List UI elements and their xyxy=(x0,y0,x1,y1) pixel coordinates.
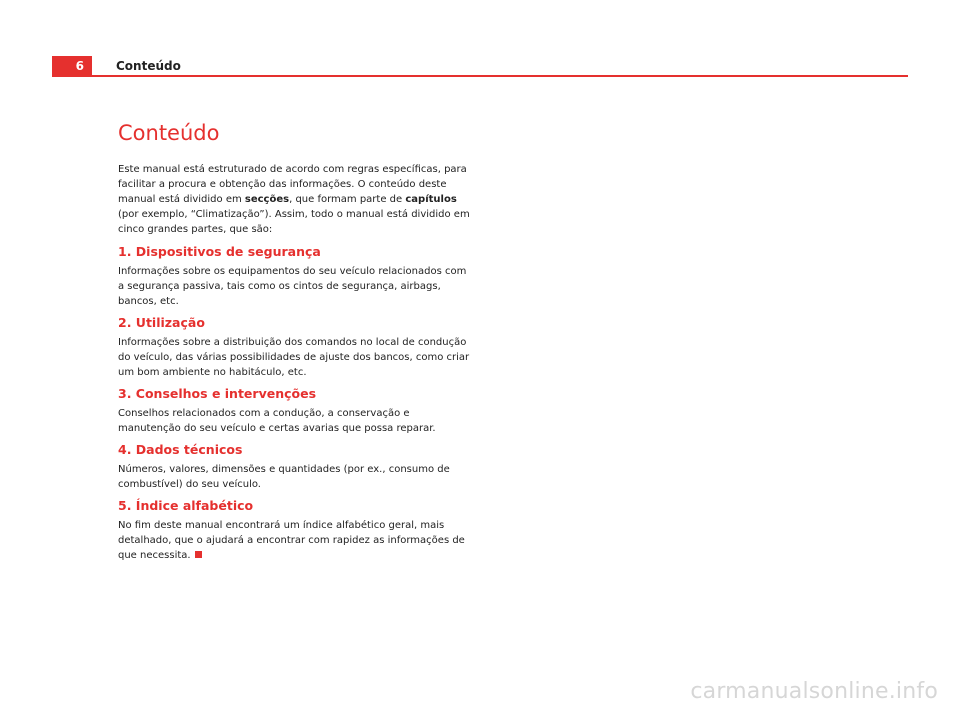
page-header xyxy=(52,56,908,78)
intro-bold-secoes: secções xyxy=(244,194,290,205)
section-dispositivos-seguranca xyxy=(118,243,474,309)
header-title: Conteúdo xyxy=(116,59,181,73)
intro-bold-capitulos: capítulos xyxy=(405,194,457,205)
section-conselhos-intervencoes xyxy=(118,385,474,436)
intro-paragraph xyxy=(118,162,474,237)
section-heading: 5. Índice alfabético xyxy=(118,498,254,513)
watermark-text: carmanualsonline.info xyxy=(690,679,938,704)
page-number: 6 xyxy=(75,59,84,73)
section-indice-alfabetico xyxy=(118,497,474,563)
end-of-section-square-icon xyxy=(195,551,202,558)
main-content xyxy=(118,118,474,568)
section-heading: 1. Dispositivos de segurança xyxy=(118,244,321,259)
section-text: Números, valores, dimensões e quantidades (por ex., consumo de combustível) do seu veículo. xyxy=(118,464,450,490)
section-heading: 4. Dados técnicos xyxy=(118,442,243,457)
page-number-badge xyxy=(52,56,92,77)
section-text: Informações sobre a distribuição dos comandos no local de condução do veículo, das várias possibilidades de ajuste dos bancos, como criar um bom ambiente no habitáculo, etc. xyxy=(118,337,470,378)
section-dados-tecnicos xyxy=(118,441,474,492)
header-divider xyxy=(92,75,908,77)
intro-text-3: (por exemplo, “Climatização”). Assim, todo o manual está dividido em cinco grandes partes, que são: xyxy=(118,209,470,235)
intro-text-1: Este manual está estruturado de acordo com regras específicas, para facilitar a procura e obtenção das informações. O conteúdo deste manual está dividido em xyxy=(118,164,467,205)
page-title: Conteúdo xyxy=(118,121,220,145)
section-heading: 3. Conselhos e intervenções xyxy=(118,386,317,401)
section-heading: 2. Utilização xyxy=(118,315,205,330)
section-text: No fim deste manual encontrará um índice alfabético geral, mais detalhado, que o ajudará a encontrar com rapidez as informações de que necessita. xyxy=(118,520,465,561)
section-utilizacao xyxy=(118,314,474,380)
intro-text-2: , que formam parte de xyxy=(289,194,406,205)
section-text: Informações sobre os equipamentos do seu veículo relacionados com a segurança passiva, tais como os cintos de segurança, airbags, bancos, etc. xyxy=(118,266,467,307)
section-text: Conselhos relacionados com a condução, a conservação e manutenção do seu veículo e certas avarias que possa reparar. xyxy=(118,408,436,434)
section-text-wrapper xyxy=(118,518,474,563)
